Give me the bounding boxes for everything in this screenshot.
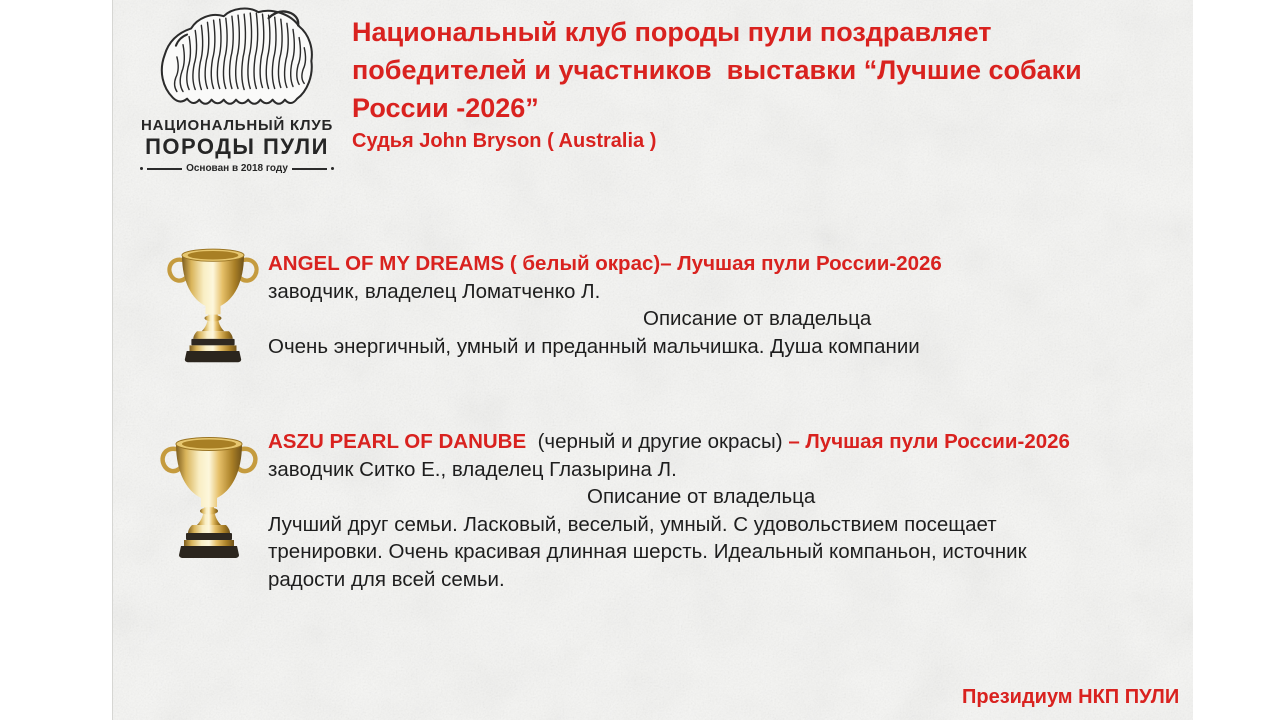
divider-dot	[140, 167, 143, 170]
winner2-description-label: Описание от владельца	[587, 485, 816, 508]
divider-dot	[331, 167, 334, 170]
winner2-description-line1: Лучший друг семьи. Ласковый, веселый, умный. С удовольствием посещает	[268, 512, 997, 536]
winner1-breeder-line: заводчик, владелец Ломатченко Л.	[268, 279, 601, 303]
puli-dog-icon	[148, 6, 326, 116]
slide-header	[352, 13, 1152, 156]
logo-club-name-line2: ПОРОДЫ ПУЛИ	[145, 134, 329, 159]
slide-title-line1: Национальный клуб породы пули поздравляет	[352, 17, 992, 47]
slide-title-line3: России -2026”	[352, 93, 539, 123]
winner2-description-line2: тренировки. Очень красивая длинная шерсть. Идеальный компаньон, источник	[268, 540, 1027, 563]
winner2-breeder-line: заводчик Ситко Е., владелец Глазырина Л.	[268, 457, 677, 481]
winner2-award-line	[268, 428, 1108, 456]
club-logo	[140, 6, 334, 174]
winner2-dog-name: ASZU PEARL OF DANUBE	[268, 430, 527, 453]
judge-line: Судья John Bryson ( Australia )	[352, 130, 657, 152]
winner1-award-line: ANGEL OF MY DREAMS ( белый окрас)– Лучшая пули России-2026	[268, 252, 942, 275]
logo-founded-text: Основан в 2018 году	[186, 163, 288, 174]
slide-title-line2: победителей и участников выставки “Лучшие собаки	[352, 55, 1082, 85]
winner2-color-note: (черный и другие окрасы)	[526, 430, 789, 453]
logo-club-name-line1: НАЦИОНАЛЬНЫЙ КЛУБ	[140, 117, 334, 134]
winner2-award-text: – Лучшая пули России-2026	[788, 430, 1070, 453]
winner-section-1	[268, 250, 1088, 360]
divider-line	[147, 168, 182, 170]
divider-line	[292, 168, 327, 170]
logo-founded-row	[140, 163, 334, 174]
winner1-description-label: Описание от владельца	[643, 307, 872, 330]
signature: Президиум НКП ПУЛИ	[962, 686, 1180, 708]
winner1-description-text: Очень энергичный, умный и преданный мальчишка. Душа компании	[268, 334, 920, 358]
trophy-icon	[166, 243, 260, 372]
winner-section-2	[268, 428, 1108, 593]
winner2-description-line3: радости для всей семьи.	[268, 567, 505, 591]
trophy-icon	[158, 431, 260, 568]
